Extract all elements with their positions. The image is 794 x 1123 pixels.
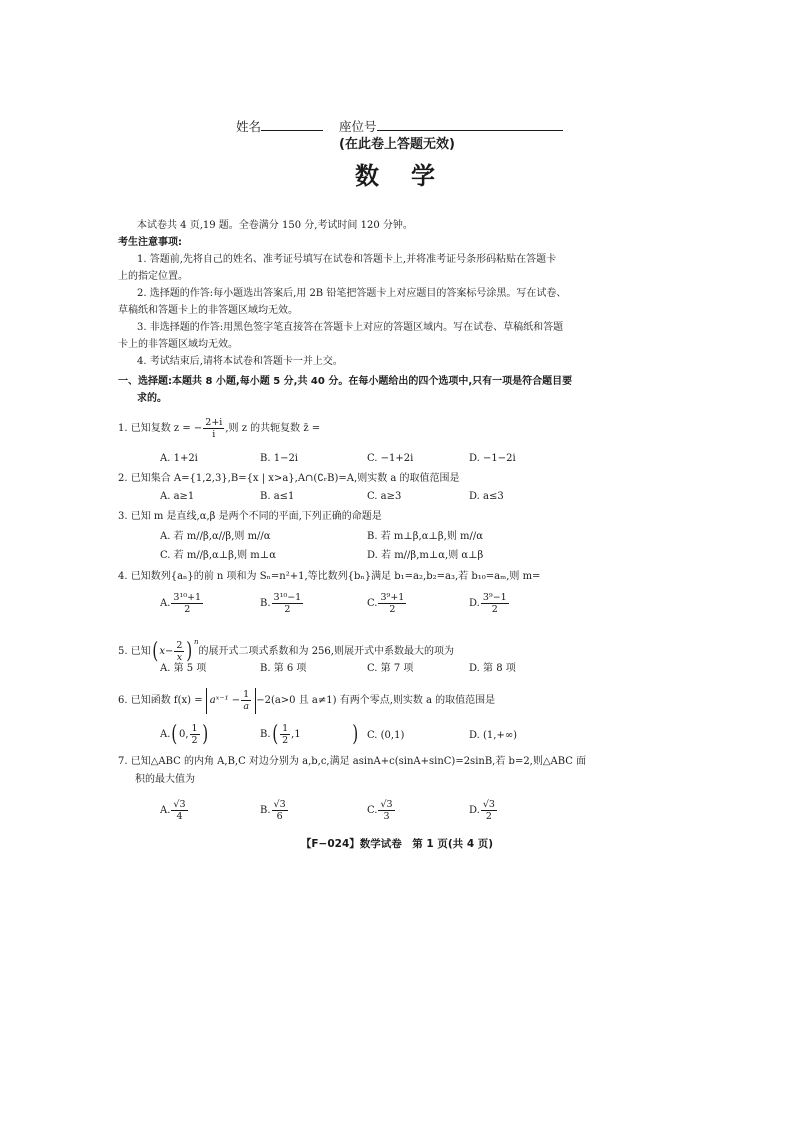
notes-title: 考生注意事项:	[118, 237, 182, 248]
q6-inner: aˣ⁻¹ −	[209, 694, 241, 706]
question-1	[118, 416, 320, 442]
q7-d-num: √3	[482, 799, 495, 810]
q6-a-den: 2	[191, 735, 198, 746]
q6-fraction	[241, 689, 251, 712]
q6-a-fraction	[190, 723, 200, 746]
q4-a-fraction	[171, 592, 203, 615]
q6-num: 1	[243, 688, 250, 700]
q5-option-c[interactable]: C. 第 7 项	[367, 663, 414, 674]
q1-option-b[interactable]: B. 1−2i	[260, 453, 299, 464]
question-5	[118, 628, 454, 666]
q6-a-right: )	[201, 721, 208, 747]
q1-den: i	[212, 429, 216, 440]
q6-pre: 6. 已知函数 f(x) =	[118, 695, 203, 706]
q2-option-c[interactable]: C. a≥3	[367, 491, 402, 502]
q2-option-a[interactable]: A. a≥1	[160, 491, 195, 502]
q5-post: 的展开式二项式系数和为 256,则展开式中系数最大的项为	[198, 646, 454, 657]
q7-c-fraction	[378, 799, 394, 822]
q6-a-zero: 0,	[179, 729, 189, 740]
q5-option-b[interactable]: B. 第 6 项	[260, 663, 307, 674]
q7-option-c[interactable]	[367, 796, 396, 826]
q6-b-label: B.	[260, 729, 271, 740]
page-title: 数 学	[355, 162, 439, 190]
q3-option-a[interactable]: A. 若 m//β,α//β,则 m//α	[160, 531, 271, 542]
q7-d-fraction	[481, 799, 497, 822]
q7-d-den: 2	[485, 811, 492, 822]
q1-option-a[interactable]: A. 1+2i	[160, 453, 198, 464]
q2-option-b[interactable]: B. a≤1	[260, 491, 295, 502]
q5-fraction	[174, 640, 184, 663]
q7-a-num: √3	[173, 799, 186, 810]
name-field	[236, 118, 563, 133]
note-line: 3. 非选择题的作答:用黑色签字笔直接答在答题卡上对应的答题区域内。写在试卷、草稿纸和答题	[137, 322, 564, 333]
q6-a-left: (	[171, 721, 178, 747]
q1-option-c[interactable]: C. −1+2i	[367, 453, 414, 464]
q1-num: 2+i	[205, 417, 223, 428]
q1-pre: 1. 已知复数 z = −	[118, 423, 203, 434]
q7-option-d[interactable]	[469, 796, 498, 826]
q7-a-den: 4	[176, 811, 183, 822]
question-7-cont: 积的最大值为	[135, 774, 195, 785]
q5-option-a[interactable]: A. 第 5 项	[160, 663, 207, 674]
note-line: 2. 选择题的作答:每小题选出答案后,用 2B 铅笔把答题卡上对应题目的答案标号涂黑。写在试卷、	[137, 288, 567, 299]
q6-absolute	[206, 688, 256, 714]
q4-c-label: C.	[367, 598, 378, 609]
q4-a-den: 2	[184, 604, 191, 615]
note-line: 卡上的非答题区域均无效。	[118, 339, 238, 350]
q4-option-c[interactable]	[367, 590, 407, 618]
q6-option-a[interactable]	[160, 720, 209, 750]
q4-d-den: 2	[491, 604, 498, 615]
q5-num: 2	[176, 640, 183, 651]
q5-pre: 5. 已知	[118, 646, 151, 657]
q6-b-left: (	[271, 721, 278, 747]
q5-option-d[interactable]: D. 第 8 项	[469, 663, 516, 674]
q4-c-num: 3⁹+1	[380, 592, 405, 603]
q6-den: a	[243, 700, 250, 712]
q7-b-label: B.	[260, 805, 271, 816]
q5-exponent: n	[194, 638, 199, 646]
q6-option-d[interactable]: D. (1,+∞)	[469, 730, 518, 741]
section-heading: 一、选择题:本题共 8 小题,每小题 5 分,共 40 分。在每小题给出的四个选项中,只有一项是符合题目要	[118, 376, 573, 387]
q5-left-paren: (	[152, 638, 159, 664]
q5-x: x−	[159, 646, 174, 657]
q6-option-c[interactable]: C. (0,1)	[367, 730, 405, 741]
note-line: 草稿纸和答题卡上的非答题区域均无效。	[118, 305, 298, 316]
q4-a-num: 3¹⁰+1	[173, 592, 202, 603]
question-6	[118, 686, 495, 716]
q5-right-paren: )	[186, 638, 193, 664]
section-heading-cont: 求的。	[137, 393, 167, 404]
q7-b-den: 6	[276, 811, 283, 822]
q4-option-d[interactable]	[469, 590, 510, 618]
page-footer: 【F−024】数学试卷 第 1 页(共 4 页)	[300, 838, 494, 850]
q6-b-den: 2	[282, 735, 289, 746]
q6-a-label: A.	[160, 729, 171, 740]
q7-a-label: A.	[160, 805, 171, 816]
q4-d-fraction	[481, 592, 509, 615]
q4-d-label: D.	[469, 598, 480, 609]
q5-den: x	[176, 652, 183, 663]
q6-post: −2(a>0 且 a≠1) 有两个零点,则实数 a 的取值范围是	[256, 695, 496, 706]
q1-fraction	[203, 417, 224, 440]
note-line: 4. 考试结束后,请将本试卷和答题卡一并上交。	[137, 356, 343, 367]
q2-option-d[interactable]: D. a≤3	[469, 491, 504, 502]
q6-b-one: ,1	[291, 729, 301, 740]
q7-option-b[interactable]	[260, 796, 289, 826]
q1-option-d[interactable]: D. −1−2i	[469, 453, 516, 464]
q3-option-c[interactable]: C. 若 m//β,α⊥β,则 m⊥α	[160, 550, 276, 561]
q4-option-b[interactable]	[260, 590, 304, 618]
seat-label: 座位号	[338, 119, 377, 134]
q4-b-label: B.	[260, 598, 271, 609]
q4-d-num: 3⁹−1	[482, 592, 507, 603]
q4-b-num: 3¹⁰−1	[273, 592, 302, 603]
q6-b-num: 1	[282, 723, 289, 734]
q6-option-b[interactable]	[260, 720, 359, 750]
q6-a-num: 1	[191, 723, 198, 734]
note-line: 1. 答题前,先将自己的姓名、准考证号填写在试卷和答题卡上,并将准考证号条形码粘贴在答题卡	[137, 254, 557, 265]
q7-option-a[interactable]	[160, 796, 189, 826]
q7-c-num: √3	[380, 799, 393, 810]
question-4: 4. 已知数列{aₙ}的前 n 项和为 Sₙ=n²+1,等比数列{bₙ}满足 b₁=a₂,b₂=a₃,若 b₁₀=aₘ,则 m=	[118, 571, 541, 582]
q1-post: ,则 z 的共轭复数 z̄ =	[225, 423, 321, 434]
q6-b-fraction	[280, 723, 290, 746]
seat-blank[interactable]	[377, 118, 563, 131]
q7-c-label: C.	[367, 805, 378, 816]
note-line: 上的指定位置。	[118, 271, 188, 282]
q7-b-fraction	[272, 799, 288, 822]
question-7: 7. 已知△ABC 的内角 A,B,C 对边分别为 a,b,c,满足 asinA+c(sinA+sinC)=2sinB,若 b=2,则△ABC 面	[118, 756, 587, 767]
q4-b-fraction	[272, 592, 304, 615]
q4-option-a[interactable]	[160, 590, 204, 618]
q4-c-den: 2	[389, 604, 396, 615]
q7-b-num: √3	[273, 799, 286, 810]
question-2: 2. 已知集合 A={1,2,3},B={x | x>a},A∩(∁ᵣB)=A,则实数 a 的取值范围是	[118, 473, 460, 484]
q4-b-den: 2	[284, 604, 291, 615]
q7-c-den: 3	[383, 811, 390, 822]
question-3: 3. 已知 m 是直线,α,β 是两个不同的平面,下列正确的命题是	[118, 511, 382, 522]
name-label: 姓名	[236, 119, 262, 134]
q4-c-fraction	[378, 592, 406, 615]
q3-option-d[interactable]: D. 若 m//β,m⊥α,则 α⊥β	[367, 550, 484, 561]
q6-b-right: )	[352, 721, 359, 747]
name-blank[interactable]	[261, 118, 323, 131]
q3-option-b[interactable]: B. 若 m⊥β,α⊥β,则 m//α	[367, 531, 484, 542]
exam-summary: 本试卷共 4 页,19 题。全卷满分 150 分,考试时间 120 分钟。	[137, 220, 413, 231]
q7-d-label: D.	[469, 805, 480, 816]
invalid-notice: (在此卷上答题无效)	[339, 137, 455, 152]
q7-a-fraction	[171, 799, 187, 822]
q4-a-label: A.	[160, 598, 171, 609]
